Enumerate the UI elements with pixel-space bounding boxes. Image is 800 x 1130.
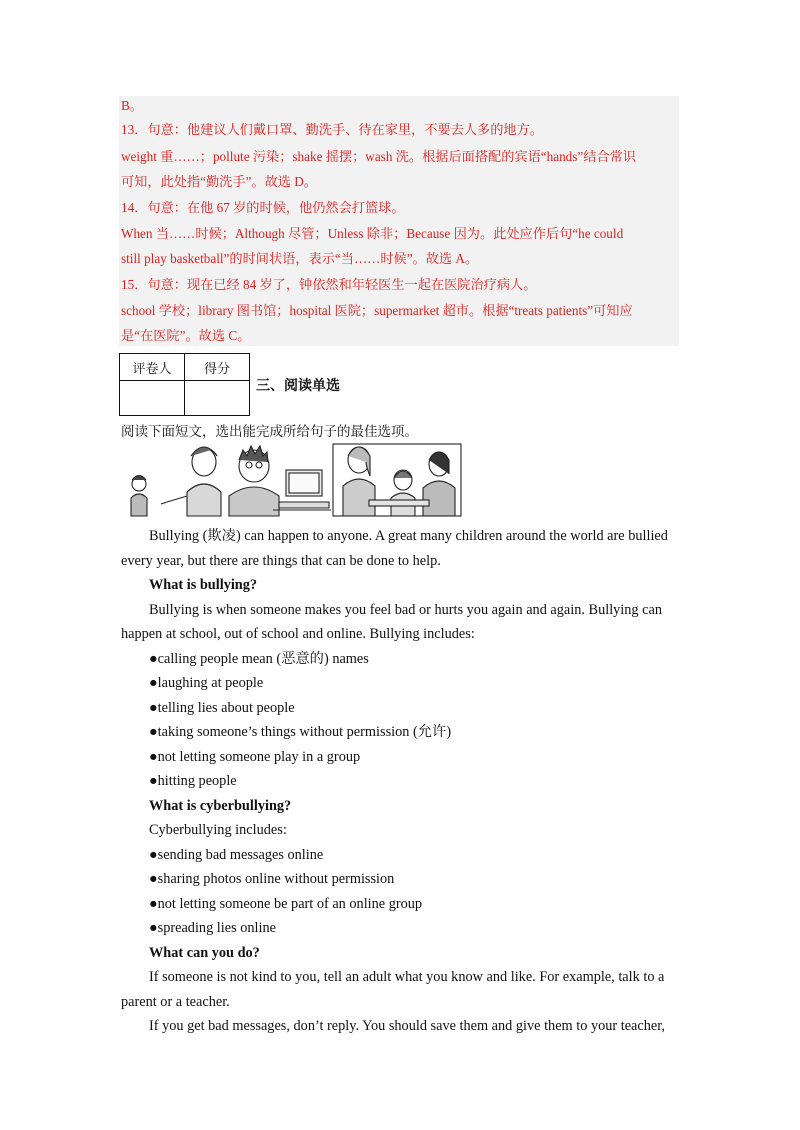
- meeting-figures: [333, 444, 461, 516]
- passage-intro: Bullying (欺凌) can happen to anyone. A great many children around the world are bullied every year, but there are things that can be done to help.: [121, 528, 668, 569]
- section-title: 三、阅读单选: [256, 378, 340, 394]
- heading-what-can-you-do: What can you do?: [149, 944, 260, 961]
- answer-line: B。: [121, 98, 143, 113]
- instruction-text: 阅读下面短文，选出能完成所给句子的最佳选项。: [121, 424, 418, 440]
- adult-figure: [161, 447, 221, 516]
- passage-paragraph: Bullying is when someone makes you feel bad or hurts you again and again. Bullying can happen at school, out of school and online. Bullying includes:: [121, 601, 662, 642]
- bullying-illustration: [121, 440, 471, 518]
- score-table: [119, 353, 250, 416]
- answer-line: 14．句意：在他 67 岁的时候，他仍然会打篮球。: [121, 200, 405, 215]
- answer-line: still play basketball”的时间状语，表示“当……时候”。故选 A。: [121, 251, 479, 266]
- answer-line: When 当……时候；Although 尽管；Unless 除非；Because 因为。此处应作后句“he could: [121, 226, 624, 241]
- list-item: ●not letting someone be part of an online group: [149, 895, 423, 912]
- list-item: ●sending bad messages online: [149, 846, 324, 863]
- answer-explanation-box: [119, 96, 679, 346]
- list-item: ●hitting people: [149, 773, 237, 789]
- grader-header: 评卷人: [120, 354, 185, 381]
- answer-line: 是“在医院”。故选 C。: [121, 328, 251, 343]
- list-item: ●laughing at people: [149, 675, 264, 691]
- score-cell[interactable]: [185, 381, 250, 416]
- heading-what-is-cyberbullying: What is cyberbullying?: [149, 797, 292, 814]
- computer-boy-figure: [229, 446, 331, 516]
- passage-paragraph: Cyberbullying includes:: [149, 822, 287, 838]
- answer-line: 15．句意：现在已经 84 岁了，钟依然和年轻医生一起在医院治疗病人。: [121, 277, 537, 292]
- heading-what-is-bullying: What is bullying?: [149, 577, 258, 593]
- list-item: ●not letting someone play in a group: [149, 748, 361, 765]
- list-item: ●taking someone’s things without permission (允许): [149, 724, 452, 740]
- list-item: ●telling lies about people: [149, 699, 295, 716]
- passage: [121, 524, 669, 1039]
- answer-line: weight 重……；pollute 污染；shake 摇摆；wash 洗。根据后面搭配的宾语“hands”结合常识: [121, 149, 636, 164]
- passage-paragraph: If you get bad messages, don’t reply. You should save them and give them to your teacher,: [149, 1018, 665, 1034]
- score-header: 得分: [185, 354, 250, 381]
- list-item: ●spreading lies online: [149, 920, 276, 936]
- list-item: ●calling people mean (恶意的) names: [149, 650, 369, 667]
- passage-paragraph: If someone is not kind to you, tell an adult what you know and like. For example, talk to a parent or a teacher.: [121, 969, 665, 1010]
- grader-cell[interactable]: [120, 381, 185, 416]
- list-item: ●sharing photos online without permission: [149, 871, 395, 887]
- answer-line: 13．句意：他建议人们戴口罩、勤洗手、待在家里，不要去人多的地方。: [121, 122, 543, 137]
- answer-line: school 学校；library 图书馆；hospital 医院；supermarket 超市。根据“treats patients”可知应: [121, 303, 633, 318]
- boy-figure: [131, 476, 147, 517]
- answer-line: 可知，此处指“勤洗手”。故选 D。: [121, 174, 317, 189]
